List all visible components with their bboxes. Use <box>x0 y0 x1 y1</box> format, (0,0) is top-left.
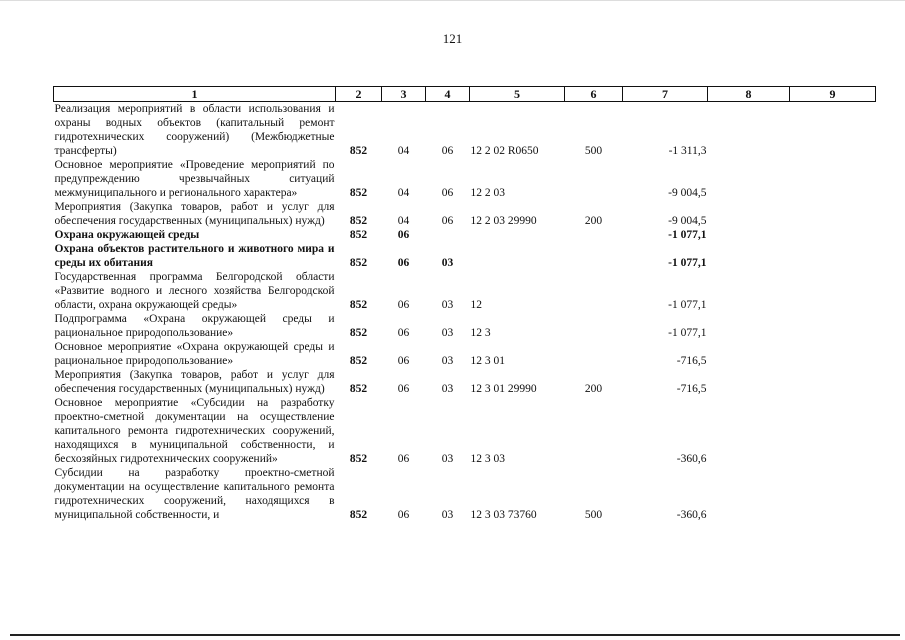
cell-col-3: 04 <box>397 187 410 199</box>
cell-col-7: -9 004,5 <box>668 215 707 227</box>
cell-col-1: Основное мероприятие «Проведение мероприятий по предупреждению чрезвычайных ситуаций межмуниципального и регионального характера» <box>54 159 335 199</box>
cell-col-8 <box>708 102 790 159</box>
cell-col-9 <box>790 312 876 340</box>
cell-col-1: Реализация мероприятий в области использования и охраны водных объектов (капитальный ремонт гидротехнических сооружений) (Межбюджетные трансферты) <box>54 103 335 157</box>
table-row <box>54 368 876 396</box>
table-row <box>54 466 876 522</box>
cell-col-3: 06 <box>397 383 410 395</box>
cell-col-7: -716,5 <box>676 355 707 367</box>
table-row <box>54 396 876 466</box>
header-col-1: 1 <box>54 87 336 102</box>
cell-col-5: 12 2 02 R0650 <box>470 145 539 157</box>
page-number: 121 <box>442 31 463 46</box>
cell-col-8 <box>708 270 790 312</box>
cell-col-8 <box>708 312 790 340</box>
cell-col-6: 200 <box>584 383 603 395</box>
cell-col-9 <box>790 368 876 396</box>
cell-col-2: 852 <box>349 257 368 269</box>
cell-col-8 <box>708 396 790 466</box>
cell-col-8 <box>708 368 790 396</box>
table-row <box>54 200 876 228</box>
cell-col-5 <box>470 242 565 270</box>
cell-col-8 <box>708 340 790 368</box>
cell-col-7: -360,6 <box>676 453 707 465</box>
cell-col-9 <box>790 466 876 522</box>
header-col-8: 8 <box>708 87 790 102</box>
cell-col-4: 06 <box>441 215 454 227</box>
cell-col-4: 03 <box>441 257 454 269</box>
table-body <box>54 102 876 523</box>
cell-col-5 <box>470 228 565 242</box>
cell-col-4: 03 <box>441 453 454 465</box>
cell-col-2: 852 <box>349 383 368 395</box>
cell-col-3: 06 <box>397 509 410 521</box>
cell-col-6 <box>565 158 623 200</box>
cell-col-3: 04 <box>397 215 410 227</box>
cell-col-5: 12 3 03 73760 <box>470 509 537 521</box>
cell-col-8 <box>708 466 790 522</box>
cell-col-6 <box>565 312 623 340</box>
cell-col-4: 03 <box>441 299 454 311</box>
cell-col-6: 200 <box>584 215 603 227</box>
table-row <box>54 102 876 159</box>
cell-col-2: 852 <box>349 327 368 339</box>
cell-col-4: 03 <box>441 355 454 367</box>
header-row <box>54 87 876 102</box>
cell-col-9 <box>790 396 876 466</box>
cell-col-6 <box>565 242 623 270</box>
table-row <box>54 312 876 340</box>
cell-col-6 <box>565 228 623 242</box>
header-col-4: 4 <box>426 87 470 102</box>
cell-col-7: -716,5 <box>676 383 707 395</box>
cell-col-1: Основное мероприятие «Охрана окружающей среды и рациональное природопользование» <box>54 341 335 367</box>
cell-col-7: -1 311,3 <box>668 145 707 157</box>
header-col-6: 6 <box>565 87 623 102</box>
cell-col-6: 500 <box>584 509 603 521</box>
cell-col-3: 06 <box>397 327 410 339</box>
cell-col-5: 12 3 <box>470 327 491 339</box>
table-row <box>54 228 876 242</box>
cell-col-3: 04 <box>397 145 410 157</box>
cell-col-5: 12 3 01 <box>470 355 505 367</box>
cell-col-4 <box>426 228 470 242</box>
cell-col-5: 12 3 01 29990 <box>470 383 537 395</box>
table-row <box>54 158 876 200</box>
cell-col-6 <box>565 396 623 466</box>
cell-col-4: 06 <box>441 145 454 157</box>
cell-col-7: -1 077,1 <box>668 299 707 311</box>
cell-col-1: Мероприятия (Закупка товаров, работ и услуг для обеспечения государственных (муниципальных) нужд) <box>54 201 335 227</box>
cell-col-7: -1 077,1 <box>668 327 707 339</box>
header-col-9: 9 <box>790 87 876 102</box>
cell-col-8 <box>708 158 790 200</box>
table-row <box>54 242 876 270</box>
cell-col-4: 06 <box>441 187 454 199</box>
header-col-3: 3 <box>382 87 426 102</box>
scan-edge <box>0 0 905 1</box>
header-col-7: 7 <box>623 87 708 102</box>
cell-col-9 <box>790 242 876 270</box>
cell-col-9 <box>790 270 876 312</box>
cell-col-7: -1 077,1 <box>668 229 707 241</box>
cell-col-8 <box>708 200 790 228</box>
cell-col-6 <box>565 340 623 368</box>
cell-col-6 <box>565 270 623 312</box>
cell-col-1: Охрана объектов растительного и животного мира и среды их обитания <box>54 243 335 269</box>
cell-col-2: 852 <box>349 299 368 311</box>
cell-col-9 <box>790 158 876 200</box>
cell-col-3: 06 <box>397 355 410 367</box>
header-col-5: 5 <box>470 87 565 102</box>
header-col-2: 2 <box>336 87 382 102</box>
cell-col-7: -1 077,1 <box>668 257 707 269</box>
cell-col-6: 500 <box>584 145 603 157</box>
cell-col-1: Мероприятия (Закупка товаров, работ и услуг для обеспечения государственных (муниципальных) нужд) <box>54 369 335 395</box>
cell-col-2: 852 <box>349 229 368 241</box>
cell-col-3: 06 <box>397 229 410 241</box>
cell-col-8 <box>708 242 790 270</box>
cell-col-7: -9 004,5 <box>668 187 707 199</box>
cell-col-5: 12 2 03 <box>470 187 505 199</box>
cell-col-2: 852 <box>349 453 368 465</box>
cell-col-4: 03 <box>441 327 454 339</box>
cell-col-2: 852 <box>349 509 368 521</box>
table-row <box>54 340 876 368</box>
cell-col-2: 852 <box>349 187 368 199</box>
cell-col-7: -360,6 <box>676 509 707 521</box>
cell-col-3: 06 <box>397 257 410 269</box>
cell-col-2: 852 <box>349 215 368 227</box>
cell-col-9 <box>790 340 876 368</box>
cell-col-4: 03 <box>441 509 454 521</box>
cell-col-4: 03 <box>441 383 454 395</box>
cell-col-1: Субсидии на разработку проектно-сметной документации на осуществление капитального ремонта гидротехнических сооружений, находящихся в муниципальной собственности, и <box>54 467 335 521</box>
cell-col-9 <box>790 102 876 159</box>
cell-col-5: 12 <box>470 299 482 311</box>
cell-col-5: 12 3 03 <box>470 453 505 465</box>
cell-col-3: 06 <box>397 453 410 465</box>
cell-col-1: Охрана окружающей среды <box>54 229 200 241</box>
cell-col-9 <box>790 228 876 242</box>
cell-col-2: 852 <box>349 355 368 367</box>
scan-edge-bottom <box>10 634 900 636</box>
cell-col-2: 852 <box>349 145 368 157</box>
budget-table <box>53 86 876 522</box>
cell-col-1: Государственная программа Белгородской области «Развитие водного и лесного хозяйства Белгородской области, охрана окружающей среды» <box>54 271 335 311</box>
cell-col-5: 12 2 03 29990 <box>470 215 537 227</box>
cell-col-9 <box>790 200 876 228</box>
cell-col-1: Подпрограмма «Охрана окружающей среды и рациональное природопользование» <box>54 313 335 339</box>
cell-col-3: 06 <box>397 299 410 311</box>
table-row <box>54 270 876 312</box>
cell-col-8 <box>708 228 790 242</box>
cell-col-1: Основное мероприятие «Субсидии на разработку проектно-сметной документации на осуществление капитального ремонта гидротехнических сооружений, находящихся в муниципальной собственности, и бесхозяйных гидротехнических сооружений» <box>54 397 335 465</box>
